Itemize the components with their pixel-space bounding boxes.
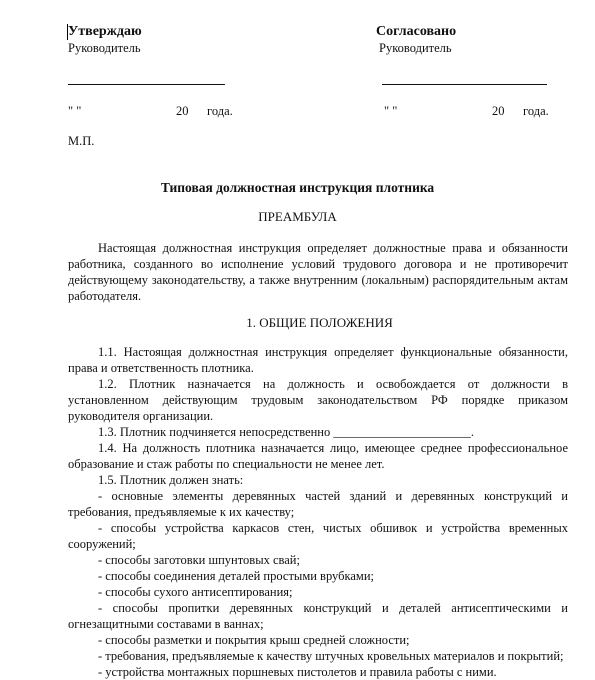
agreed-role: Руководитель [379, 41, 452, 55]
approve-signature-line [68, 84, 225, 85]
preamble-heading: ПРЕАМБУЛА [258, 209, 337, 224]
preamble-paragraph [68, 240, 568, 304]
preamble-text: Настоящая должностная инструкция определяет должностные права и обязанности работника, созданного во исполнение условий трудового договора и не противоречит действующему законодательству, а также внутренним (локальным) распорядительным актам работодателя. [68, 241, 568, 303]
agreed-date-year: 20 [492, 104, 505, 118]
list-item: - способы заготовки шпунтовых свай; [98, 553, 300, 567]
list-item: 1.2. Плотник назначается на должность и освобождается от должности в установленном действующим трудовым законодательством РФ порядке приказом руководителя организации. [68, 377, 568, 423]
list-item: - способы сухого антисептирования; [98, 585, 293, 599]
approve-date-year: 20 [176, 104, 189, 118]
list-item: 1.1. Настоящая должностная инструкция определяет функциональные обязанности, права и ответственность плотника. [68, 345, 568, 375]
agreed-title: Согласовано [376, 24, 457, 39]
stamp-label: М.П. [68, 134, 95, 148]
approve-title: Утверждаю [68, 24, 142, 39]
agreed-signature-line [382, 84, 547, 85]
list-item: - способы устройства каркасов стен, чистых обшивок и устройства временных сооружений; [68, 521, 568, 551]
list-item: - способы разметки и покрытия крыш средней сложности; [98, 633, 410, 647]
list-item: 1.5. Плотник должен знать: [98, 473, 244, 487]
list-item: 1.3. Плотник подчиняется непосредственно ______________________. [98, 425, 475, 439]
list-item: 1.4. На должность плотника назначается лицо, имеющее среднее профессиональное образование и стаж работы по специальности не менее лет. [68, 441, 568, 471]
approve-role: Руководитель [68, 41, 141, 55]
document-title: Типовая должностная инструкция плотника [160, 180, 435, 195]
list-item: - устройства монтажных поршневых пистолетов и правила работы с ними. [98, 665, 497, 679]
section1-heading: 1. ОБЩИЕ ПОЛОЖЕНИЯ [246, 315, 393, 330]
approve-date-quotes: " " [68, 104, 82, 118]
approve-date-suffix: года. [207, 104, 233, 118]
list-item: - требования, предъявляемые к качеству штучных кровельных материалов и покрытий; [98, 649, 564, 663]
agreed-date-suffix: года. [523, 104, 549, 118]
list-item: - способы соединения деталей простыми врубками; [98, 569, 374, 583]
list-item: - способы пропитки деревянных конструкций и деталей антисептическими и огнезащитными составами в ваннах; [68, 601, 568, 631]
agreed-date-quotes: " " [384, 104, 398, 118]
section1-body [68, 344, 568, 680]
list-item: - основные элементы деревянных частей зданий и деревянных конструкций и требования, предъявляемые к их качеству; [68, 489, 568, 519]
